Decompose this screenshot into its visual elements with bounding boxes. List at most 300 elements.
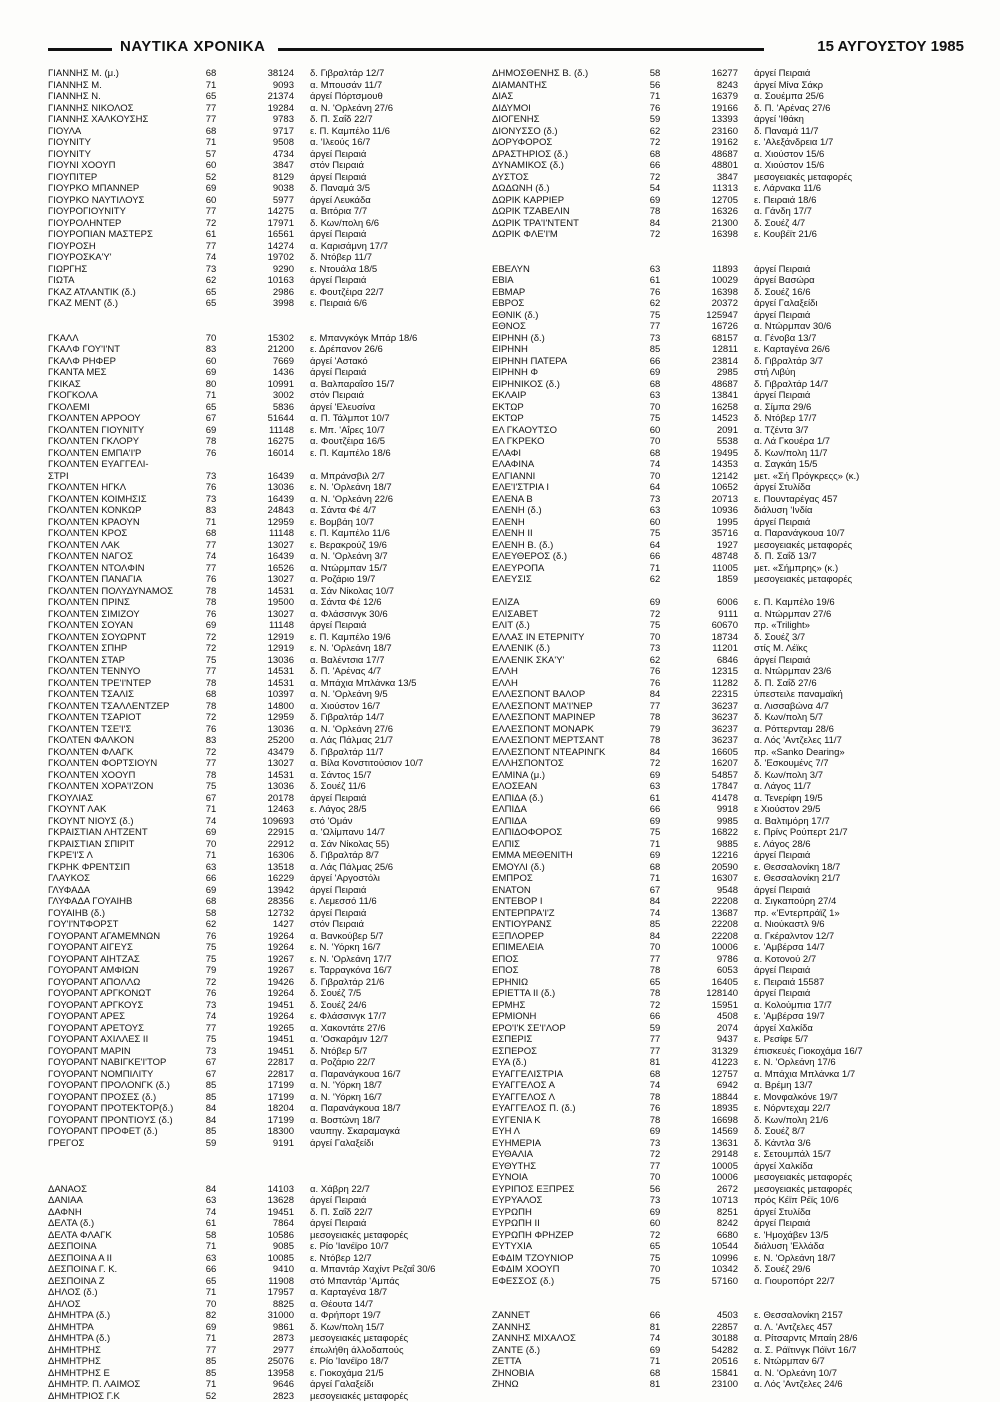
ship-name: ΓΚΟΓΚΟΛΑ xyxy=(48,390,196,402)
build-year: 76 xyxy=(640,678,670,690)
tonnage: 9646 xyxy=(226,1379,302,1391)
ship-row xyxy=(492,1195,952,1207)
status: ε. Λάγος 28/5 xyxy=(302,804,508,816)
ship-name: ΕΛΙΖΑ xyxy=(492,597,640,609)
status: α. Π. Τάλμποτ 10/7 xyxy=(302,413,508,425)
status: α. Ν. 'Υόρκη 16/7 xyxy=(302,1092,508,1104)
ship-row xyxy=(48,1046,508,1058)
ship-name: ΕΛΛΕΝΙΚ ΣΚΑ'Υ' xyxy=(492,655,640,667)
tonnage: 9093 xyxy=(226,80,302,92)
ship-row xyxy=(492,471,952,483)
build-year: 77 xyxy=(196,540,226,552)
build-year: 62 xyxy=(196,919,226,931)
build-year: 77 xyxy=(640,1046,670,1058)
build-year: 74 xyxy=(196,252,226,264)
status: δ. Π. 'Αρένας 4/7 xyxy=(302,666,508,678)
ship-name: ΕΙΡΗΝΗ ΠΑΤΕΡΑ xyxy=(492,356,640,368)
build-year: 74 xyxy=(196,551,226,563)
ship-name: ΓΚΟΛΝΤΕΝ ΣΙΜΙΖΟΥ xyxy=(48,609,196,621)
ship-name: ΕΙΡΗΝΗ xyxy=(492,344,640,356)
build-year: 75 xyxy=(196,1034,226,1046)
status: α. Σάντος 15/7 xyxy=(302,770,508,782)
build-year: 63 xyxy=(196,1253,226,1265)
status: ε. Πειραιά 18/6 xyxy=(746,195,952,207)
ship-name: ΓΟΥΟΡΑΝΤ ΑΧΙΛΛΕΣ ΙΙ xyxy=(48,1034,196,1046)
tonnage: 18734 xyxy=(670,632,746,644)
tonnage: 22208 xyxy=(670,931,746,943)
tonnage: 18844 xyxy=(670,1092,746,1104)
ship-row xyxy=(48,655,508,667)
ship-row xyxy=(492,873,952,885)
ship-row xyxy=(48,781,508,793)
ship-row xyxy=(492,597,952,609)
ship-row xyxy=(48,701,508,713)
ship-row xyxy=(48,1368,508,1380)
ship-row xyxy=(492,183,952,195)
ship-name: ΓΚΟΛΝΤΕΝ ΣΤΑΡ xyxy=(48,655,196,667)
ship-name: ΕΙΡΗΝΗ (δ.) xyxy=(492,333,640,345)
tonnage: 14103 xyxy=(226,1184,302,1196)
ship-row xyxy=(48,850,508,862)
ship-name: ΔΙΔΥΜΟΙ xyxy=(492,103,640,115)
status: άργεί Πειραιά xyxy=(302,1195,508,1207)
tonnage: 12315 xyxy=(670,666,746,678)
build-year: 81 xyxy=(640,1322,670,1334)
tonnage: 23814 xyxy=(670,356,746,368)
tonnage: 14353 xyxy=(670,459,746,471)
tonnage: 13027 xyxy=(226,758,302,770)
ship-name: ΓΚΑΝΤΑ ΜΕΣ xyxy=(48,367,196,379)
ship-row xyxy=(492,1138,952,1150)
build-year: 67 xyxy=(196,1057,226,1069)
build-year: 69 xyxy=(640,597,670,609)
tonnage: 20590 xyxy=(670,862,746,874)
build-year: 63 xyxy=(196,1195,226,1207)
tonnage: 21300 xyxy=(670,218,746,230)
status: α. Θέουτα 14/7 xyxy=(302,1299,508,1311)
ship-name: ΕΥΑΓΓΕΛΟΣ Λ xyxy=(492,1092,640,1104)
build-year: 75 xyxy=(640,310,670,322)
ship-row xyxy=(492,574,952,586)
ship-row xyxy=(48,80,508,92)
status: α. Τζέντα 3/7 xyxy=(746,425,952,437)
ship-row xyxy=(492,459,952,471)
ship-row xyxy=(48,1264,508,1276)
build-year: 76 xyxy=(196,609,226,621)
ship-row xyxy=(492,344,952,356)
ship-name: ΓΟΥΟΡΑΝΤ ΝΟΜΠΙΛΙΤΥ xyxy=(48,1069,196,1081)
ship-name: ΖΗΝΟΒΙΑ xyxy=(492,1368,640,1380)
build-year: 77 xyxy=(196,114,226,126)
tonnage: 36237 xyxy=(670,735,746,747)
status: α. Κοτονού 2/7 xyxy=(746,954,952,966)
ship-row xyxy=(48,413,508,425)
status: α. Ν. 'Ορλεάνη 27/6 xyxy=(302,724,508,736)
build-year: 71 xyxy=(196,1379,226,1391)
status: α. Σάντα Φέ 4/7 xyxy=(302,505,508,517)
build-year: 73 xyxy=(640,1138,670,1150)
status: α. Λός 'Αντζελες 24/6 xyxy=(746,1379,952,1391)
build-year: 76 xyxy=(196,724,226,736)
build-year: 83 xyxy=(196,735,226,747)
tonnage: 48748 xyxy=(670,551,746,563)
build-year: 69 xyxy=(196,183,226,195)
ship-row xyxy=(492,804,952,816)
ship-row xyxy=(492,275,952,287)
tonnage: 28356 xyxy=(226,896,302,908)
build-year: 75 xyxy=(196,942,226,954)
ship-name: ΔΗΜΗΤΡΗΣ xyxy=(48,1345,196,1357)
status: α. Μπουσάν 11/7 xyxy=(302,80,508,92)
ship-row xyxy=(492,1253,952,1265)
tonnage: 3847 xyxy=(226,160,302,172)
tonnage: 13036 xyxy=(226,655,302,667)
ship-name: ΓΚΟΛΝΤΕΝ ΚΟΙΜΗΣΙΣ xyxy=(48,494,196,506)
tonnage: 8242 xyxy=(670,1218,746,1230)
build-year: 72 xyxy=(640,229,670,241)
status: δ. Ντόβερ 11/7 xyxy=(302,252,508,264)
build-year: 68 xyxy=(196,126,226,138)
build-year: 74 xyxy=(196,1011,226,1023)
ship-row xyxy=(492,264,952,276)
build-year: 68 xyxy=(196,528,226,540)
tonnage: 8251 xyxy=(670,1207,746,1219)
status: έπισκευές Γιοκοχάμα 16/7 xyxy=(746,1046,952,1058)
ship-row xyxy=(48,252,508,264)
build-year: 71 xyxy=(196,1333,226,1345)
build-year: 69 xyxy=(640,1207,670,1219)
tonnage: 35716 xyxy=(670,528,746,540)
build-year xyxy=(196,459,226,471)
tonnage: 11005 xyxy=(670,563,746,575)
status: άργεί Βασώρα xyxy=(746,275,952,287)
status: ε. Ν. 'Υόρκη 16/7 xyxy=(302,942,508,954)
ship-name: ΓΙΟΥΝΙΤΥ xyxy=(48,149,196,161)
build-year: 73 xyxy=(196,471,226,483)
ship-name: ΕΒΕΛΥΝ xyxy=(492,264,640,276)
tonnage: 12919 xyxy=(226,643,302,655)
ship-row xyxy=(492,1000,952,1012)
tonnage: 19500 xyxy=(226,597,302,609)
status: άργεί Χαλκίδα xyxy=(746,1161,952,1173)
status: άργεί 'Ελευσίνα xyxy=(302,402,508,414)
status: α. Βαλπαραΐσο 15/7 xyxy=(302,379,508,391)
ship-row xyxy=(492,919,952,931)
tonnage: 16307 xyxy=(670,873,746,885)
status: μεσογειακές μεταφορές xyxy=(302,1230,508,1242)
ship-row xyxy=(492,528,952,540)
build-year: 65 xyxy=(196,298,226,310)
status: α. Λάς Πάλμας 21/7 xyxy=(302,735,508,747)
status: α. Βαλέντσια 17/7 xyxy=(302,655,508,667)
ship-name: ΕΥΡΥΑΛΟΣ xyxy=(492,1195,640,1207)
tonnage: 36237 xyxy=(670,701,746,713)
build-year: 60 xyxy=(640,1218,670,1230)
ship-row xyxy=(48,1011,508,1023)
ship-row xyxy=(492,712,952,724)
build-year: 80 xyxy=(196,379,226,391)
ship-name: ΓΚΟΛΝΤΕΝ ΕΜΠΑ'Ι'Ρ xyxy=(48,448,196,460)
status: μεσογειακές μεταφορές xyxy=(302,1391,508,1402)
tonnage: 10006 xyxy=(670,1172,746,1184)
tonnage: 22857 xyxy=(670,1322,746,1334)
status: ε. Φουτζέιρα 22/7 xyxy=(302,287,508,299)
build-year: 77 xyxy=(196,758,226,770)
status: α. Χακοντάτε 27/6 xyxy=(302,1023,508,1035)
status: ε. Π. Καμπέλο 11/6 xyxy=(302,126,508,138)
ship-name: ΓΟΥΟΡΑΝΤ ΑΓΑΜΕΜΝΩΝ xyxy=(48,931,196,943)
status: άργεί Πειραιά xyxy=(746,655,952,667)
ship-name: ΕΦΔΙΜ ΧΟΟΥΠ xyxy=(492,1264,640,1276)
ship-name: ΕΛΙΣΑΒΕΤ xyxy=(492,609,640,621)
tonnage: 12142 xyxy=(670,471,746,483)
build-year: 61 xyxy=(640,793,670,805)
status: πρός Κέϊπ Ρέϊς 10/6 xyxy=(746,1195,952,1207)
status: ε. Πειραιά 6/6 xyxy=(302,298,508,310)
ship-name: ΓΚΟΛΕΜΙ xyxy=(48,402,196,414)
build-year: 59 xyxy=(640,114,670,126)
tonnage: 16014 xyxy=(226,448,302,460)
status: ε. Σετουμπάλ 15/7 xyxy=(746,1149,952,1161)
tonnage: 13687 xyxy=(670,908,746,920)
build-year: 83 xyxy=(196,344,226,356)
tonnage: 12811 xyxy=(670,344,746,356)
status: άργεί Πειραιά xyxy=(746,517,952,529)
build-year: 65 xyxy=(196,1276,226,1288)
status: άργεί Πειραιά xyxy=(746,850,952,862)
status: άργεί Πειραιά xyxy=(302,1218,508,1230)
build-year: 62 xyxy=(196,275,226,287)
ship-row xyxy=(492,563,952,575)
tonnage: 17971 xyxy=(226,218,302,230)
build-year: 70 xyxy=(640,436,670,448)
ship-row xyxy=(48,1276,508,1288)
ship-name: ΕΥΓΕΝΙΑ Κ xyxy=(492,1115,640,1127)
status: α. Μπάχια Μπλάνκα 13/5 xyxy=(302,678,508,690)
ship-row xyxy=(492,195,952,207)
ship-name: ΓΟΥΟΡΑΝΤ ΠΡΟΣΕΣ (δ.) xyxy=(48,1092,196,1104)
tonnage: 16561 xyxy=(226,229,302,241)
ship-name: ΕΛΓΙΑΝΝΙ xyxy=(492,471,640,483)
build-year: 63 xyxy=(640,781,670,793)
tonnage: 12959 xyxy=(226,712,302,724)
ship-row xyxy=(492,390,952,402)
status: α. Σ. Ράϊτινγκ Πόϊντ 16/7 xyxy=(746,1345,952,1357)
status: α. Σαγκάη 15/5 xyxy=(746,459,952,471)
tonnage: 13628 xyxy=(226,1195,302,1207)
status: άργεί Πειραιά xyxy=(746,1218,952,1230)
ship-name: ΖΕΤΤΑ xyxy=(492,1356,640,1368)
status: άργεί 'Αστακό xyxy=(302,356,508,368)
ship-name: ΕΥΘΑΛΙΑ xyxy=(492,1149,640,1161)
tonnage: 11282 xyxy=(670,678,746,690)
tonnage: 57160 xyxy=(670,1276,746,1288)
build-year: 84 xyxy=(640,931,670,943)
ship-name: ΔΕΛΤΑ ΦΛΑΓΚ xyxy=(48,1230,196,1242)
build-year: 59 xyxy=(196,1138,226,1150)
build-year: 70 xyxy=(640,1172,670,1184)
build-year: 63 xyxy=(640,505,670,517)
status: α. Γκέραλντον 12/7 xyxy=(746,931,952,943)
ship-row xyxy=(48,885,508,897)
status: δ. Γιβραλτάρ 3/7 xyxy=(746,356,952,368)
build-year: 77 xyxy=(196,103,226,115)
build-year: 70 xyxy=(640,1264,670,1276)
tonnage: 19264 xyxy=(226,988,302,1000)
status: άργεί Στυλίδα xyxy=(746,482,952,494)
ship-row xyxy=(492,540,952,552)
ship-row xyxy=(492,68,952,80)
tonnage: 43479 xyxy=(226,747,302,759)
ship-name: ΕΥΡΙΠΟΣ ΕΞΠΡΕΣ xyxy=(492,1184,640,1196)
build-year: 81 xyxy=(640,1379,670,1391)
ship-name: ΕΛΕΝΑ Β xyxy=(492,494,640,506)
ship-row xyxy=(48,333,508,345)
status: ε. Πουνταρέγας 457 xyxy=(746,494,952,506)
tonnage: 16398 xyxy=(670,287,746,299)
ship-row xyxy=(48,873,508,885)
ship-row xyxy=(492,1345,952,1357)
ship-name: ΕΥΑΓΓΕΛΟΣ Π. (δ.) xyxy=(492,1103,640,1115)
status: στή Λιβύη xyxy=(746,367,952,379)
tonnage: 10342 xyxy=(670,1264,746,1276)
ship-row xyxy=(48,1391,508,1402)
status: α. Ν. 'Ορλεάνη 22/6 xyxy=(302,494,508,506)
ship-name: ΓΚΟΛΝΤΕΝ ΚΟΝΚΩΡ xyxy=(48,505,196,517)
ship-name: ΕΛΠΙΣ xyxy=(492,839,640,851)
ship-row xyxy=(492,1356,952,1368)
build-year: 78 xyxy=(640,988,670,1000)
ship-name: ΕΠΙΜΕΛΕΙΑ xyxy=(492,942,640,954)
build-year: 66 xyxy=(640,160,670,172)
status: δ. Παναμά 11/7 xyxy=(746,126,952,138)
tonnage: 8243 xyxy=(670,80,746,92)
status: άργεί Πειραιά xyxy=(302,275,508,287)
build-year: 75 xyxy=(640,413,670,425)
status: α. Ντώρμπαν 27/6 xyxy=(746,609,952,621)
status: ε. Γιοκοχάμα 21/5 xyxy=(302,1368,508,1380)
ship-name: ΓΚΟΛΝΤΕΝ ΝΤΟΛΦΙΝ xyxy=(48,563,196,575)
ship-row xyxy=(492,367,952,379)
ship-row xyxy=(48,712,508,724)
build-year: 74 xyxy=(640,1080,670,1092)
ship-row xyxy=(492,1184,952,1196)
tonnage: 14569 xyxy=(670,1126,746,1138)
ship-row xyxy=(492,666,952,678)
build-year: 72 xyxy=(196,747,226,759)
ship-name: ΕΥΑΓΓΕΛΙΣΤΡΙΑ xyxy=(492,1069,640,1081)
ship-row xyxy=(48,91,508,103)
status: α. Νιούκαστλ 9/6 xyxy=(746,919,952,931)
ship-name: ΔΗΛΟΣ (δ.) xyxy=(48,1287,196,1299)
status: ε. Κουβέϊτ 21/6 xyxy=(746,229,952,241)
ship-name: ΔΗΜΗΤΡΗΣ xyxy=(48,1356,196,1368)
status: στό 'Ομάν xyxy=(302,816,508,828)
ship-name: ΕΛΕΝΗ Β. (δ.) xyxy=(492,540,640,552)
ship-name: ΓΙΟΥΡΟΓΙΟΥΝΙΤΥ xyxy=(48,206,196,218)
tonnage: 9038 xyxy=(226,183,302,195)
ship-row xyxy=(48,114,508,126)
tonnage: 8825 xyxy=(226,1299,302,1311)
build-year: 72 xyxy=(640,1149,670,1161)
tonnage: 22817 xyxy=(226,1057,302,1069)
ship-name: ΔΗΜΗΤΡΗΣ Ε xyxy=(48,1368,196,1380)
status: δ. Γιβραλτάρ 14/7 xyxy=(746,379,952,391)
status: ε. Λάγος 28/6 xyxy=(746,839,952,851)
status: ε. Θεσσαλονίκη 18/7 xyxy=(746,862,952,874)
ship-name: ΓΙΟΥΡΟΛΗΝΤΕΡ xyxy=(48,218,196,230)
ship-row xyxy=(492,172,952,184)
status: α. Παρανάγκουα 16/7 xyxy=(302,1069,508,1081)
ship-row xyxy=(492,724,952,736)
tonnage: 30188 xyxy=(670,1333,746,1345)
ship-row xyxy=(48,160,508,172)
status: στόν Πειραιά xyxy=(302,160,508,172)
ship-name: ΓΛΥΦΑΔΑ xyxy=(48,885,196,897)
ship-name: ΕΛΕΝΗ ΙΙ xyxy=(492,528,640,540)
ship-row xyxy=(492,620,952,632)
build-year: 63 xyxy=(196,862,226,874)
tonnage: 48687 xyxy=(670,149,746,161)
ship-row xyxy=(48,505,508,517)
ship-name: ΕΥΑ (δ.) xyxy=(492,1057,640,1069)
build-year: 77 xyxy=(196,666,226,678)
ship-row xyxy=(48,563,508,575)
tonnage: 19264 xyxy=(226,942,302,954)
ship-row xyxy=(48,908,508,920)
ship-name: ΕΒΙΑ xyxy=(492,275,640,287)
ship-name: ΔΥΣΤΟΣ xyxy=(492,172,640,184)
tonnage: 14531 xyxy=(226,678,302,690)
ship-row xyxy=(48,482,508,494)
tonnage: 20178 xyxy=(226,793,302,805)
tonnage: 2873 xyxy=(226,1333,302,1345)
ship-name: ΕΚΛΑΙΡ xyxy=(492,390,640,402)
tonnage: 36237 xyxy=(670,712,746,724)
build-year: 58 xyxy=(640,68,670,80)
build-year: 78 xyxy=(196,770,226,782)
ship-row xyxy=(48,1241,508,1253)
tonnage xyxy=(226,459,302,471)
tonnage: 12216 xyxy=(670,850,746,862)
ship-name: ΔΥΝΑΜΙΚΟΣ (δ.) xyxy=(492,160,640,172)
tonnage: 12959 xyxy=(226,517,302,529)
status: ε. Καρταγένα 26/6 xyxy=(746,344,952,356)
build-year: 64 xyxy=(640,482,670,494)
build-year: 58 xyxy=(196,908,226,920)
status: α. Χιούστον 16/7 xyxy=(302,701,508,713)
tonnage: 5538 xyxy=(670,436,746,448)
tonnage: 19451 xyxy=(226,1034,302,1046)
ship-row xyxy=(492,1046,952,1058)
ship-name: ΓΙΟΥΡΟΣΚΑ'Υ' xyxy=(48,252,196,264)
ship-name: ΕΡΜΙΟΝΗ xyxy=(492,1011,640,1023)
status: ε. Ν. 'Ορλεάνη 17/6 xyxy=(746,1057,952,1069)
ship-row xyxy=(492,827,952,839)
ship-row xyxy=(492,965,952,977)
build-year: 64 xyxy=(640,540,670,552)
ship-row xyxy=(48,379,508,391)
ship-name: ΓΟΥΟΡΑΝΤ ΑΡΕΣ xyxy=(48,1011,196,1023)
ship-name: ΕΛΛΕΣΠΟΝΤ ΜΑΡΙΝΕΡ xyxy=(492,712,640,724)
status: α. Βιτόρια 7/7 xyxy=(302,206,508,218)
ship-row xyxy=(48,597,508,609)
status: α. Ντώρμπαν 15/7 xyxy=(302,563,508,575)
tonnage: 14531 xyxy=(226,770,302,782)
build-year: 66 xyxy=(196,873,226,885)
ship-name: ΓΚΟΛΝΤΕΝ ΧΟΟΥΠ xyxy=(48,770,196,782)
ship-row xyxy=(492,1092,952,1104)
